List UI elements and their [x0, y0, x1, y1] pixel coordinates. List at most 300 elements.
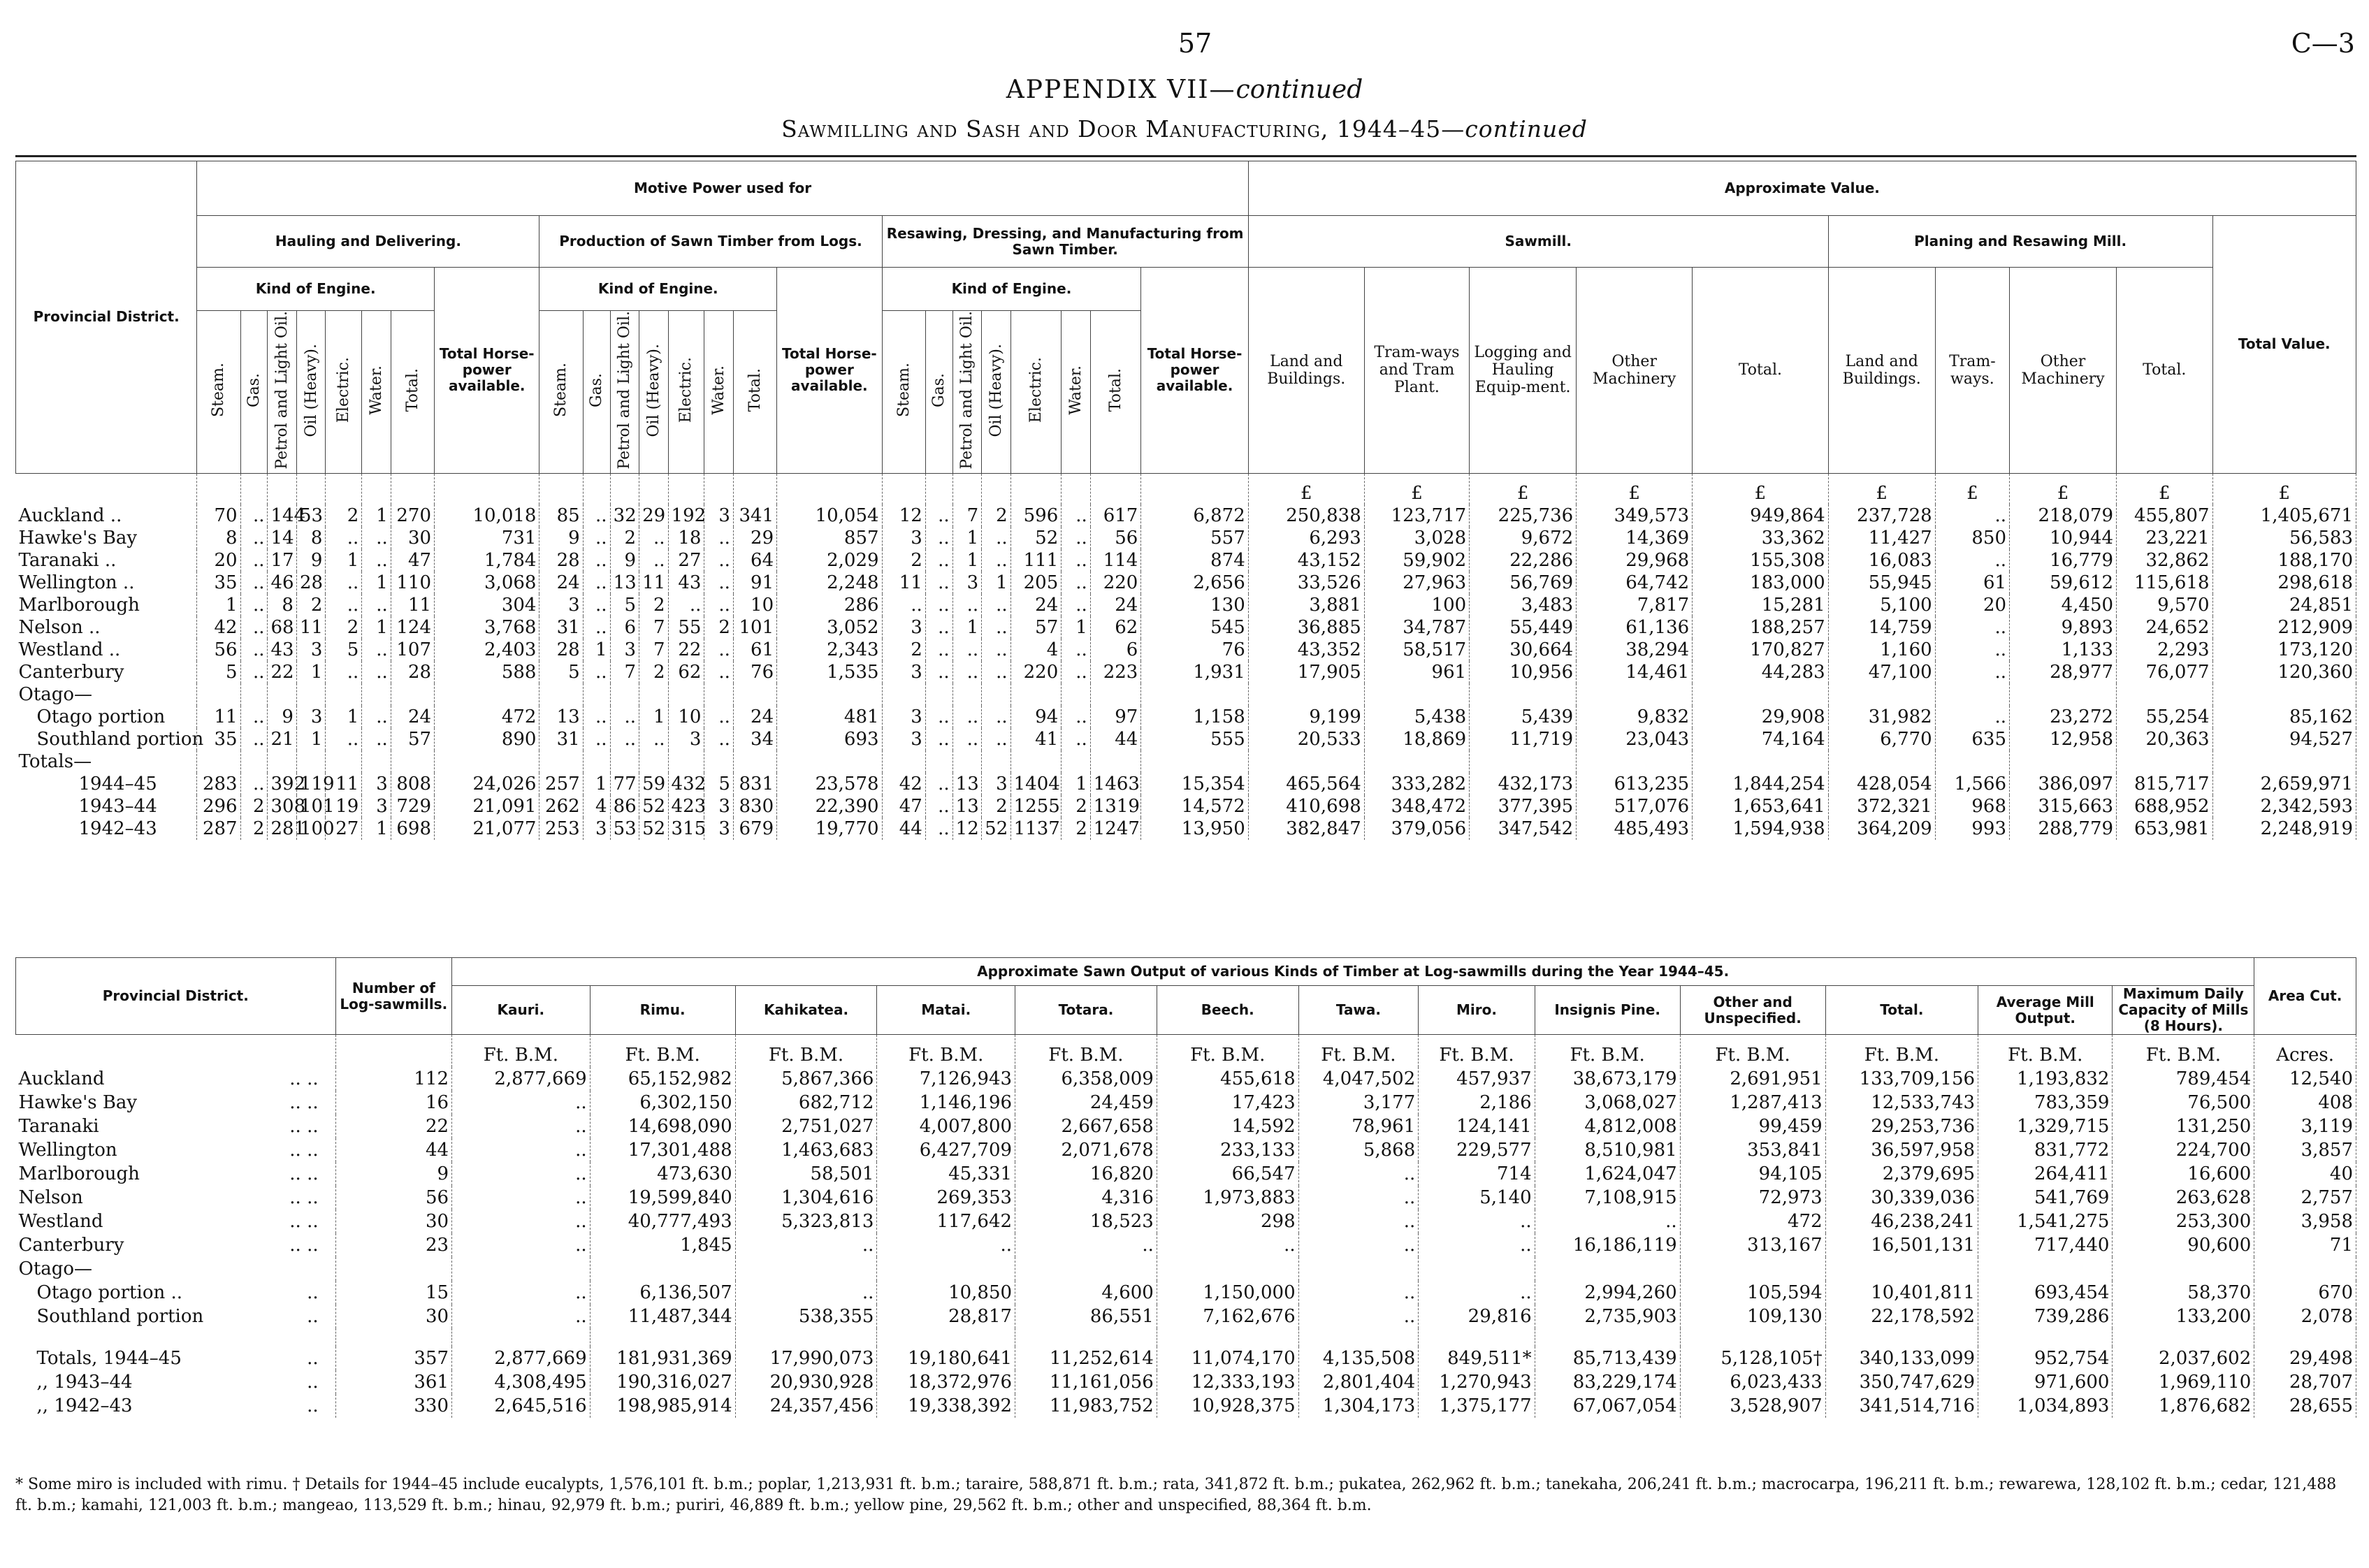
blank-cell: [268, 683, 296, 706]
table-cell: 20: [1935, 594, 2009, 616]
table-cell: 3: [539, 594, 583, 616]
table-cell: 1,405,671: [2212, 504, 2356, 527]
table-cell: ..: [326, 572, 362, 594]
blank-cell: [16, 473, 197, 504]
blank-cell: [583, 473, 610, 504]
table-cell: 56,769: [1470, 572, 1577, 594]
table-cell: 105,594: [1680, 1281, 1825, 1305]
table-cell: 2: [639, 594, 668, 616]
table-cell: 224,700: [2113, 1138, 2254, 1162]
table-cell: 86,551: [1015, 1305, 1157, 1328]
table-cell: 9,832: [1577, 706, 1693, 728]
table-cell: 46: [268, 572, 296, 594]
table-cell: 192: [668, 504, 704, 527]
table-cell: 155,308: [1693, 549, 1829, 572]
header-engine-label: Gas.: [245, 372, 263, 407]
table-cell: ..: [362, 639, 391, 661]
table-cell: 31,982: [1828, 706, 1935, 728]
table-cell: 24: [1010, 594, 1062, 616]
table-cell: 783,359: [1978, 1091, 2113, 1115]
table-cell: 457,937: [1419, 1067, 1535, 1091]
table-cell: 830: [733, 795, 776, 818]
currency-symbol: £: [1364, 473, 1469, 504]
table-cell: 223: [1090, 661, 1141, 683]
table-cell: 115,618: [2117, 572, 2212, 594]
table-cell: ..: [452, 1186, 591, 1210]
blank-cell: [735, 1257, 877, 1281]
table-cell: ..: [704, 728, 733, 750]
table-cell: 62: [1090, 616, 1141, 639]
table-cell: ..: [882, 594, 925, 616]
gap-row: [16, 1328, 2356, 1346]
blank-cell: [240, 473, 268, 504]
table-cell: 635: [1935, 728, 2009, 750]
table-cell: 3,528,907: [1680, 1394, 1825, 1418]
table-cell: 679: [733, 818, 776, 840]
header2-area-cut: Area Cut.: [2254, 958, 2356, 1035]
table-cell: 386,097: [2010, 773, 2117, 795]
table-cell: 20,930,928: [735, 1370, 877, 1394]
table-cell: 262: [539, 795, 583, 818]
blank-cell: [362, 683, 391, 706]
table-cell: 3,881: [1248, 594, 1364, 616]
row-dots: ..: [307, 1372, 319, 1393]
blank-cell: [704, 473, 733, 504]
table-cell: ..: [925, 706, 952, 728]
table-cell: 2,691,951: [1680, 1067, 1825, 1091]
blank-cell: [1828, 750, 1935, 773]
table-cell: 4,135,508: [1298, 1346, 1419, 1370]
table-cell: 1,463,683: [735, 1138, 877, 1162]
table-cell: ..: [982, 527, 1010, 549]
blank-cell: [877, 1257, 1015, 1281]
table-cell: ..: [452, 1138, 591, 1162]
table-cell: 1: [362, 504, 391, 527]
unit-label: Ft. B.M.: [735, 1035, 877, 1068]
table-cell: 10: [733, 594, 776, 616]
table-cell: 2: [704, 616, 733, 639]
table-cell: 5: [539, 661, 583, 683]
blank-cell: [1470, 750, 1577, 773]
table-cell: 76,077: [2117, 661, 2212, 683]
row-label: Otago portion: [16, 706, 197, 728]
table-cell: 43,352: [1248, 639, 1364, 661]
row-label: Hawke's Bay: [16, 527, 197, 549]
table-cell: 131,250: [2113, 1115, 2254, 1138]
table-cell: 364,209: [1828, 818, 1935, 840]
table-cell: ..: [925, 661, 952, 683]
row-dots: .. ..: [289, 1092, 319, 1113]
top-rule: [15, 155, 2356, 157]
table-cell: 410,698: [1248, 795, 1364, 818]
unit-label: Acres.: [2254, 1035, 2356, 1068]
table-cell: 16,820: [1015, 1162, 1157, 1186]
table-cell: ..: [1935, 616, 2009, 639]
row-label: [16, 1115, 336, 1138]
table-cell: 729: [391, 795, 434, 818]
blank-cell: [733, 473, 776, 504]
table-cell: 4,047,502: [1298, 1067, 1419, 1091]
table-cell: 76: [733, 661, 776, 683]
table-cell: 24: [539, 572, 583, 594]
row-label: [16, 1138, 336, 1162]
table-cell: ..: [240, 728, 268, 750]
table-cell: 47,100: [1828, 661, 1935, 683]
table-cell: ..: [925, 572, 952, 594]
header2-species-10: Total.: [1825, 986, 1978, 1035]
table-cell: 24,026: [435, 773, 539, 795]
table-cell: ..: [452, 1091, 591, 1115]
table-cell: ..: [704, 549, 733, 572]
unit-label: Ft. B.M.: [1419, 1035, 1535, 1068]
table-cell: 85: [539, 504, 583, 527]
row-label: 1943–44: [16, 795, 197, 818]
table-cell: 16,186,119: [1535, 1233, 1680, 1257]
table-cell: 330: [335, 1394, 451, 1418]
table-cell: 340,133,099: [1825, 1346, 1978, 1370]
table-cell: 101: [296, 795, 325, 818]
unit-label: Ft. B.M.: [452, 1035, 591, 1068]
row-name: Nelson: [18, 1187, 83, 1208]
table-cell: 688,952: [2117, 795, 2212, 818]
table-cell: 70: [197, 504, 240, 527]
units-row: [16, 1035, 2356, 1068]
row-label: [16, 1162, 336, 1186]
table-cell: ..: [583, 661, 610, 683]
footnote: * Some miro is included with rimu. † Details for 1944–45 include eucalypts, 1,576,101 ft. b.m.; poplar, 1,213,931 ft. b.m.; taraire, 588,871 ft. b.m.; rata, 341,872 ft. b.m.; pukatea, 262,962 ft. b.m.; tanekaha, 206,241 ft. b.m.; macrocarpa, 196,211 ft. b.m.; rewarewa, 128,102 ft. b.m.; cedar, 121,488 ft. b.m.; kamahi, 121,003 ft. b.m.; mangeao, 113,529 ft. b.m.; hinau, 92,979 ft. b.m.; puriri, 46,889 ft. b.m.; yellow pine, 29,562 ft. b.m.; other and unspecified, 88,364 ft. b.m.: [15, 1476, 2337, 1514]
table-cell: 30: [335, 1305, 451, 1328]
table-cell: 30: [335, 1210, 451, 1233]
header-engine-hauling-5: [362, 311, 391, 474]
table-cell: 30,339,036: [1825, 1186, 1978, 1210]
currency-symbol: £: [1828, 473, 1935, 504]
table-cell: ..: [452, 1305, 591, 1328]
blank-cell: [435, 473, 539, 504]
header2-species-0: Kauri.: [452, 986, 591, 1035]
table-cell: 2,403: [435, 639, 539, 661]
table-cell: 281: [268, 818, 296, 840]
table-cell: 993: [1935, 818, 2009, 840]
unit-label: Ft. B.M.: [1535, 1035, 1680, 1068]
table-cell: 296: [197, 795, 240, 818]
header-engine-label: Water.: [367, 365, 385, 415]
table-cell: 1: [296, 661, 325, 683]
blank-cell: [1090, 473, 1141, 504]
table-cell: ..: [452, 1210, 591, 1233]
table-cell: 2,751,027: [735, 1115, 877, 1138]
table-cell: 94: [1010, 706, 1062, 728]
header-engine-label: Electric.: [1027, 357, 1045, 423]
table-cell: 408: [2254, 1091, 2356, 1115]
table-cell: ..: [1419, 1210, 1535, 1233]
table-cell: 22: [668, 639, 704, 661]
table-cell: 28: [296, 572, 325, 594]
table-cell: 38,673,179: [1535, 1067, 1680, 1091]
table-cell: 485,493: [1577, 818, 1693, 840]
table-cell: 68: [268, 616, 296, 639]
table-cell: 2,645,516: [452, 1394, 591, 1418]
table-cell: 11: [197, 706, 240, 728]
table-cell: ..: [240, 639, 268, 661]
table-cell: 2,801,404: [1298, 1370, 1419, 1394]
blank-cell: [925, 683, 952, 706]
table-cell: 11,719: [1470, 728, 1577, 750]
table-cell: 109,130: [1680, 1305, 1825, 1328]
table-cell: 17,990,073: [735, 1346, 877, 1370]
header2-species-8: Insignis Pine.: [1535, 986, 1680, 1035]
table-cell: 44,283: [1693, 661, 1829, 683]
table-cell: 43,152: [1248, 549, 1364, 572]
table-cell: ..: [704, 639, 733, 661]
blank-cell: [982, 683, 1010, 706]
header-engine-resawing-1: [925, 311, 952, 474]
table-cell: 5,140: [1419, 1186, 1535, 1210]
currency-symbol: £: [1577, 473, 1693, 504]
table-cell: 2,735,903: [1535, 1305, 1680, 1328]
table-cell: ..: [925, 527, 952, 549]
row-name: Otago portion ..: [36, 1282, 183, 1303]
appendix-title-main: APPENDIX VII—: [1006, 75, 1236, 104]
row-name: Westland: [18, 1211, 103, 1232]
table-cell: 12,958: [2010, 728, 2117, 750]
table-cell: 29,816: [1419, 1305, 1535, 1328]
motive-power-value-table: [15, 161, 2356, 840]
table-cell: 455,807: [2117, 504, 2212, 527]
table-cell: 1,931: [1141, 661, 1248, 683]
table-cell: 2: [610, 527, 639, 549]
row-dots: .. ..: [289, 1187, 319, 1208]
table-row: [16, 1186, 2356, 1210]
currency-row: [16, 473, 2356, 504]
table-cell: 71: [2254, 1233, 2356, 1257]
totals-row: [16, 1394, 2356, 1418]
table-cell: 35: [197, 572, 240, 594]
table-cell: 831,772: [1978, 1138, 2113, 1162]
blank-cell: [362, 473, 391, 504]
table-cell: 2,994,260: [1535, 1281, 1680, 1305]
blank-cell: [240, 683, 268, 706]
header-engine-production-6: [733, 311, 776, 474]
table-cell: 17,301,488: [590, 1138, 735, 1162]
table-cell: 7: [610, 661, 639, 683]
table-cell: 3,068,027: [1535, 1091, 1680, 1115]
table-cell: 94,527: [2212, 728, 2356, 750]
table-cell: ..: [1062, 661, 1090, 683]
table-cell: 12: [952, 818, 981, 840]
table-cell: 5,438: [1364, 706, 1469, 728]
row-label: [16, 1067, 336, 1091]
table-cell: 91: [733, 572, 776, 594]
table-cell: 23,272: [2010, 706, 2117, 728]
blank-cell: [1825, 1328, 1978, 1346]
table-cell: 42: [882, 773, 925, 795]
table-cell: ..: [362, 527, 391, 549]
table-cell: ..: [704, 527, 733, 549]
table-cell: ..: [610, 728, 639, 750]
blank-cell: [1693, 683, 1829, 706]
header-engine-production-0: [539, 311, 583, 474]
table-cell: 555: [1141, 728, 1248, 750]
blank-cell: [1010, 683, 1062, 706]
table-cell: 45,331: [877, 1162, 1015, 1186]
table-cell: 52: [639, 818, 668, 840]
table-cell: 36,597,958: [1825, 1138, 1978, 1162]
table-cell: 65,152,982: [590, 1067, 735, 1091]
table-cell: 5,439: [1470, 706, 1577, 728]
table-cell: 56,583: [2212, 527, 2356, 549]
table-cell: ..: [1015, 1233, 1157, 1257]
table-cell: ..: [704, 706, 733, 728]
blank-cell: [777, 473, 882, 504]
table-cell: ..: [1535, 1210, 1680, 1233]
table-cell: 16,779: [2010, 549, 2117, 572]
table-cell: ..: [704, 661, 733, 683]
row-label: [16, 1091, 336, 1115]
table-cell: 1: [952, 527, 981, 549]
table-cell: 3: [704, 818, 733, 840]
table-cell: 13: [952, 773, 981, 795]
blank-cell: [326, 750, 362, 773]
table-cell: ..: [877, 1233, 1015, 1257]
table-cell: 1,270,943: [1419, 1370, 1535, 1394]
table-cell: 16,083: [1828, 549, 1935, 572]
table-cell: 2,037,602: [2113, 1346, 2254, 1370]
table-cell: 23,578: [777, 773, 882, 795]
table-cell: 24: [1090, 594, 1141, 616]
blank-cell: [2254, 1328, 2356, 1346]
table-cell: ..: [326, 527, 362, 549]
table-cell: 67,067,054: [1535, 1394, 1680, 1418]
table-cell: 18,869: [1364, 728, 1469, 750]
table-cell: 11,161,056: [1015, 1370, 1157, 1394]
table-cell: 14,369: [1577, 527, 1693, 549]
blank-cell: [639, 683, 668, 706]
table-cell: 1,304,173: [1298, 1394, 1419, 1418]
table-cell: ..: [1298, 1186, 1419, 1210]
table-cell: 66,547: [1157, 1162, 1298, 1186]
table-cell: 481: [777, 706, 882, 728]
header-engine-label: Electric.: [335, 357, 353, 423]
table-cell: 341,514,716: [1825, 1394, 1978, 1418]
blank-cell: [326, 683, 362, 706]
table-cell: 557: [1141, 527, 1248, 549]
appendix-title-continued: continued: [1236, 75, 1363, 104]
table-cell: ..: [583, 616, 610, 639]
table-cell: ..: [326, 594, 362, 616]
table-cell: 56: [335, 1186, 451, 1210]
header-kind-of-engine-resawing: Kind of Engine.: [882, 268, 1141, 311]
header-engine-label: Oil (Heavy).: [644, 343, 662, 437]
table-cell: 55: [668, 616, 704, 639]
table-cell: ..: [240, 661, 268, 683]
blank-cell: [735, 1328, 877, 1346]
header-engine-resawing-2: [952, 311, 981, 474]
unit-label: Ft. B.M.: [1157, 1035, 1298, 1068]
table-cell: 4,308,495: [452, 1370, 591, 1394]
table-row: [16, 1115, 2356, 1138]
row-label: [16, 1210, 336, 1233]
table-cell: ..: [952, 728, 981, 750]
blank-cell: [1935, 683, 2009, 706]
table-cell: 55,449: [1470, 616, 1577, 639]
table-row: [16, 1305, 2356, 1328]
blank-cell: [1141, 683, 1248, 706]
blank-cell: [326, 473, 362, 504]
header-engine-resawing-3: [982, 311, 1010, 474]
currency-symbol: £: [2010, 473, 2117, 504]
table-cell: ..: [1298, 1305, 1419, 1328]
table-cell: 34,787: [1364, 616, 1469, 639]
table-cell: 58,517: [1364, 639, 1469, 661]
table-cell: 3,028: [1364, 527, 1469, 549]
blank-cell: [539, 473, 583, 504]
blank-cell: [610, 473, 639, 504]
table-cell: 17: [268, 549, 296, 572]
table-cell: ..: [362, 594, 391, 616]
blank-cell: [1062, 473, 1090, 504]
unit-label: Ft. B.M.: [1825, 1035, 1978, 1068]
header-planing-land: Land and Buildings.: [1828, 268, 1935, 474]
table-cell: 2: [639, 661, 668, 683]
table-cell: 31: [539, 728, 583, 750]
header-engine-resawing-4: [1010, 311, 1062, 474]
table-cell: 28,817: [877, 1305, 1015, 1328]
totals-label-row: [16, 750, 2356, 773]
table-cell: 961: [1364, 661, 1469, 683]
header-engine-label: Gas.: [587, 372, 605, 407]
table-cell: ..: [925, 639, 952, 661]
table-cell: 1: [362, 616, 391, 639]
table-cell: 22,178,592: [1825, 1305, 1978, 1328]
blank-cell: [1141, 473, 1248, 504]
table-cell: 16,600: [2113, 1162, 2254, 1186]
header-engine-label: Total.: [403, 368, 421, 412]
table-cell: 7,162,676: [1157, 1305, 1298, 1328]
blank-cell: [1364, 750, 1469, 773]
table-cell: 58,501: [735, 1162, 877, 1186]
table-cell: 97: [1090, 706, 1141, 728]
table-cell: 6: [610, 616, 639, 639]
table-cell: 15: [335, 1281, 451, 1305]
table-cell: 27: [326, 818, 362, 840]
table-cell: 731: [435, 527, 539, 549]
table-cell: 61,136: [1577, 616, 1693, 639]
totals-row: [16, 795, 2356, 818]
table-cell: 99,459: [1680, 1115, 1825, 1138]
header-kind-of-engine-hauling: Kind of Engine.: [197, 268, 435, 311]
table-cell: 124: [391, 616, 434, 639]
table-cell: 5: [610, 594, 639, 616]
header-kind-of-engine-production: Kind of Engine.: [539, 268, 777, 311]
table-cell: ..: [1062, 594, 1090, 616]
table-cell: 263,628: [2113, 1186, 2254, 1210]
table-cell: 670: [2254, 1281, 2356, 1305]
table-cell: 220: [1090, 572, 1141, 594]
header-engine-label: Water.: [1066, 365, 1085, 415]
table-cell: 29,968: [1577, 549, 1693, 572]
row-dots: ..: [307, 1348, 319, 1369]
table-cell: 3: [882, 728, 925, 750]
table-cell: ..: [1062, 572, 1090, 594]
blank-cell: [925, 750, 952, 773]
row-name: Taranaki: [18, 1116, 99, 1137]
table-cell: ..: [704, 572, 733, 594]
header-engine-production-4: [668, 311, 704, 474]
header-engine-label: Steam.: [894, 363, 913, 418]
table-cell: 22: [335, 1115, 451, 1138]
table-cell: 304: [435, 594, 539, 616]
table-cell: ..: [982, 639, 1010, 661]
